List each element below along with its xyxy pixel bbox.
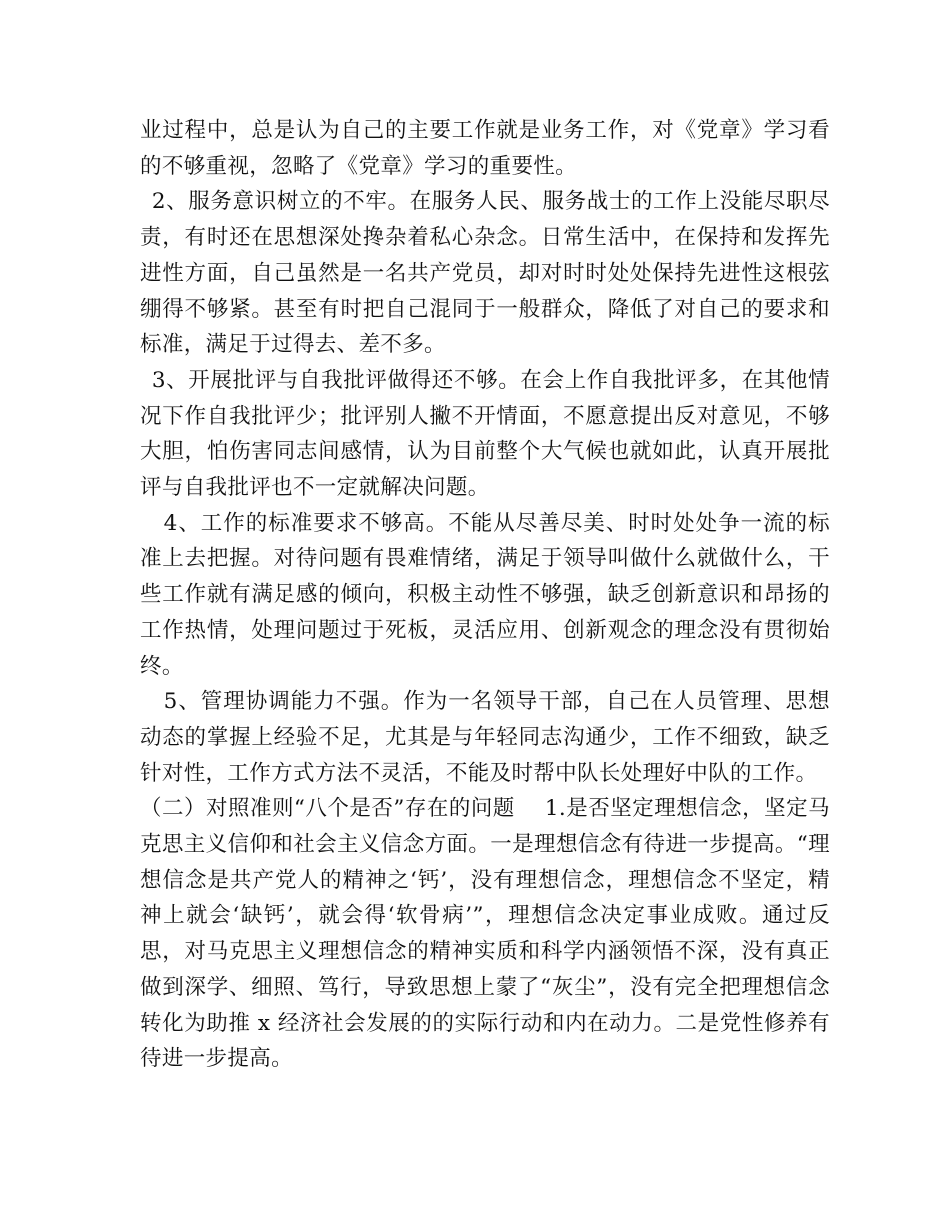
section-body: 1.是否坚定理想信念，坚定马克思主义信仰和社会主义信念方面。一是理想信念有待进一步提高。“理想信念是共产党人的精神之‘钙’，没有理想信念，理想信念不坚定，精神上就会‘缺钙’，就会得‘软骨病’”，理想信念决定事业成败。通过反思，对马克思主义理想信念的精神实质和科学内涵领悟不深，没有真正做到深学、细照、笃行，导致思想上蒙了“灰尘”，没有完全把理想信念转化为助推 x 经济社会发展的的实际行动和内在动力。二是党性修养有待进一步提高。 bbox=[140, 796, 830, 1072]
paragraph-section-2 bbox=[140, 791, 830, 1077]
paragraph-item-4: 4、工作的标准要求不够高。不能从尽善尽美、时时处处争一流的标准上去把握。对待问题有畏难情绪，满足于领导叫做什么就做什么，干些工作就有满足感的倾向，积极主动性不够强，缺乏创新意识和昂扬的工作热情，处理问题过于死板，灵活应用、创新观念的理念没有贯彻始终。 bbox=[140, 510, 830, 679]
paragraph-item-3: 3、开展批评与自我批评做得还不够。在会上作自我批评多，在其他情况下作自我批评少；批评别人撇不开情面，不愿意提出反对意见，不够大胆，怕伤害同志间感情，认为目前整个大气候也就如此，认真开展批评与自我批评也不一定就解决问题。 bbox=[140, 367, 830, 501]
document-page bbox=[140, 113, 830, 1077]
paragraph-item-5: 5、管理协调能力不强。作为一名领导干部，自己在人员管理、思想动态的掌握上经验不足，尤其是与年轻同志沟通少，工作不细致，缺乏针对性，工作方式方法不灵活，不能及时帮中队长处理好中队的工作。 bbox=[140, 689, 830, 786]
paragraph-item-2: 2、服务意识树立的不牢。在服务人民、服务战士的工作上没能尽职尽责，有时还在思想深处搀杂着私心杂念。日常生活中，在保持和发挥先进性方面，自己虽然是一名共产党员，却对时时处处保持先进性这根弦绷得不够紧。甚至有时把自己混同于一般群众，降低了对自己的要求和标准，满足于过得去、差不多。 bbox=[140, 189, 830, 358]
paragraph-continuation: 业过程中，总是认为自己的主要工作就是业务工作，对《党章》学习看的不够重视，忽略了《党章》学习的重要性。 bbox=[140, 118, 830, 179]
section-heading: （二）对照准则“八个是否”存在的问题 bbox=[140, 796, 515, 822]
